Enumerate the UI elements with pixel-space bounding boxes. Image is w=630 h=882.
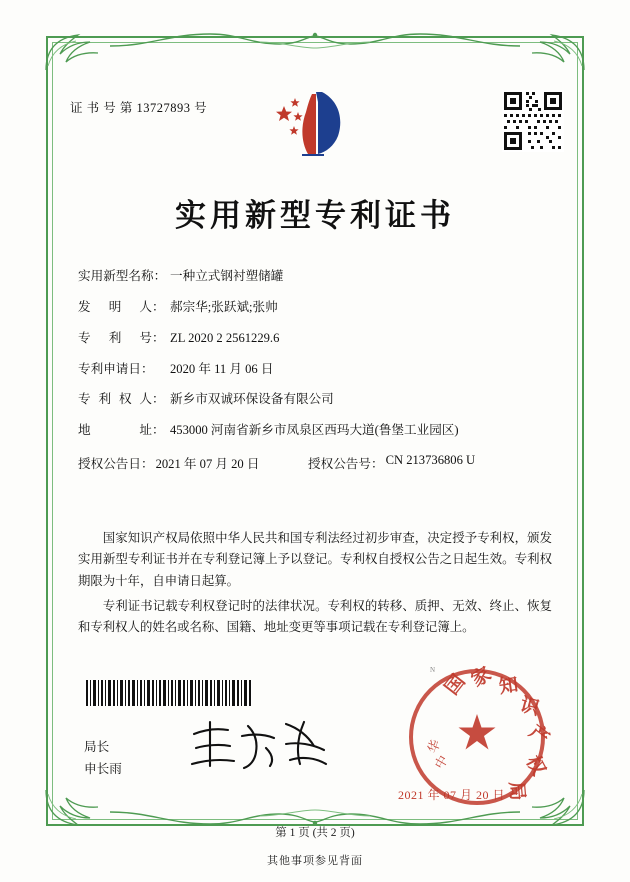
field-value-utility-model-name: 一种立式钢衬塑储罐 bbox=[170, 269, 284, 283]
svg-text:华: 华 bbox=[424, 737, 444, 756]
certificate-number: 证 书 号 第 13727893 号 bbox=[70, 101, 208, 115]
page-number: 第 1 页 (共 2 页) bbox=[275, 827, 355, 839]
field-label-grant-publication-number: 授权公告号： bbox=[308, 457, 384, 472]
svg-text:家: 家 bbox=[468, 663, 495, 692]
field-label-grant-date: 授权公告日： bbox=[78, 457, 154, 472]
qr-code-icon bbox=[502, 90, 564, 152]
field-row-inventor bbox=[78, 299, 558, 315]
corner-ornament-top-left bbox=[44, 32, 102, 72]
seal-date: 2021 年 07 月 20 日 bbox=[398, 788, 506, 802]
field-value-application-date: 2020 年 11 月 06 日 bbox=[170, 361, 274, 376]
body-paragraphs bbox=[78, 528, 552, 643]
field-label-address: 地址： bbox=[78, 423, 165, 438]
field-value-patentee: 新乡市双诚环保设备有限公司 bbox=[170, 392, 334, 407]
paragraph-1: 国家知识产权局依照中华人民共和国专利法经过初步审查，决定授予专利权，颁发实用新型专利证书并在专利登记簿上予以登记。专利权自授权公告之日起生效。专利权期限为十年，自申请日起算。 bbox=[78, 531, 552, 588]
svg-text:知: 知 bbox=[497, 674, 520, 698]
field-label-patentee: 专利权人： bbox=[78, 392, 165, 407]
svg-text:权: 权 bbox=[521, 752, 550, 780]
svg-text:国: 国 bbox=[441, 671, 470, 700]
barcode-icon bbox=[84, 680, 252, 706]
border-flourish-top bbox=[110, 30, 520, 52]
small-page-mark: N bbox=[430, 666, 436, 674]
field-row-patent-number bbox=[78, 330, 558, 346]
field-value-address: 453000 河南省新乡市凤泉区西玛大道(鲁堡工业园区) bbox=[170, 423, 459, 438]
field-label-application-date: 专利申请日： bbox=[78, 361, 154, 376]
director-label: 局长 bbox=[84, 740, 110, 754]
paragraph-2: 专利证书记载专利权登记时的法律状况。专利权的转移、质押、无效、终止、恢复和专利权人的姓名或名称、国籍、地址变更等事项记载在专利登记簿上。 bbox=[78, 598, 552, 635]
field-row-address bbox=[78, 422, 558, 438]
field-label-utility-model-name: 实用新型名称： bbox=[78, 269, 167, 283]
svg-text:中: 中 bbox=[431, 752, 452, 772]
field-row-application-date bbox=[78, 361, 558, 377]
field-label-inventor: 发明人： bbox=[78, 299, 165, 314]
page-title: 实用新型专利证书 bbox=[175, 198, 455, 233]
field-row-utility-model-name bbox=[78, 268, 558, 284]
director-name: 申长雨 bbox=[84, 762, 122, 777]
footnote: 其他事项参见背面 bbox=[267, 855, 363, 867]
corner-ornament-top-right bbox=[528, 32, 586, 72]
field-row-grant bbox=[78, 453, 558, 472]
svg-text:产: 产 bbox=[524, 721, 552, 750]
corner-ornament-bottom-left bbox=[44, 788, 102, 828]
field-label-patent-number: 专利号： bbox=[78, 330, 165, 345]
director-block bbox=[84, 736, 122, 780]
svg-text:局: 局 bbox=[505, 780, 528, 802]
field-value-patent-number: ZL 2020 2 2561229.6 bbox=[170, 330, 280, 345]
field-row-patentee bbox=[78, 391, 558, 407]
svg-text:识: 识 bbox=[517, 694, 542, 720]
field-value-grant-publication-number: CN 213736806 U bbox=[385, 453, 476, 468]
fields-block bbox=[78, 268, 558, 487]
cnipa-logo-icon bbox=[272, 88, 358, 160]
handwritten-signature-icon bbox=[186, 714, 334, 776]
field-value-grant-date: 2021 年 07 月 20 日 bbox=[155, 457, 260, 472]
field-value-inventor: 郝宗华;张跃斌;张帅 bbox=[170, 299, 278, 314]
